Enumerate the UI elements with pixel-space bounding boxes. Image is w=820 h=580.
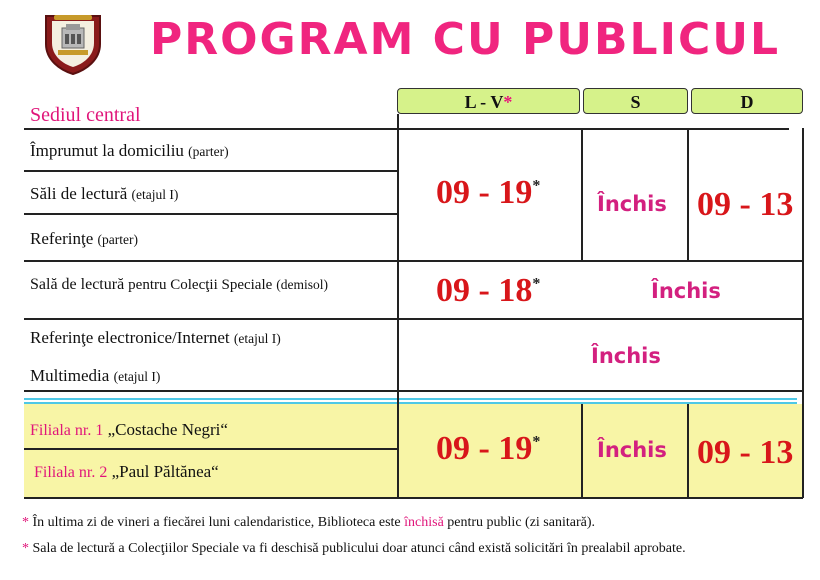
hours-saturday-main: Închis bbox=[597, 192, 667, 216]
header-saturday: S bbox=[583, 88, 688, 114]
divider-cyan bbox=[24, 402, 797, 404]
row-label-text: Referinţe bbox=[30, 229, 94, 248]
row-label-text: Săli de lectură bbox=[30, 184, 128, 203]
table-rule bbox=[24, 213, 398, 215]
hours-weekday-special bbox=[436, 272, 540, 310]
row-label-location: (etajul I) bbox=[233, 331, 281, 346]
header-weekdays-star: * bbox=[503, 92, 513, 112]
hours-value: 09 - 19 bbox=[436, 430, 533, 467]
header-weekdays bbox=[397, 88, 580, 114]
row-label-location: (parter) bbox=[97, 232, 138, 247]
table-rule-vertical bbox=[802, 128, 804, 498]
header-sunday: D bbox=[691, 88, 803, 114]
footnote-text: Sala de lectură a Colecţiilor Speciale va fi deschisă publicului doar atunci când există solicitări în prealabil aprobate. bbox=[32, 541, 686, 556]
footnote-text: pentru public (zi sanitară). bbox=[447, 515, 595, 530]
branch-number: Filiala nr. 1 bbox=[30, 422, 104, 439]
hours-sunday-branches: 09 - 13 bbox=[697, 434, 794, 471]
hours-value: 09 - 19 bbox=[436, 174, 533, 211]
row-label-location: (etajul I) bbox=[131, 187, 179, 202]
table-rule-vertical bbox=[397, 114, 399, 498]
table-rule-vertical bbox=[687, 404, 689, 498]
hours-weekday-main bbox=[436, 174, 540, 212]
hours-all-electronic: Închis bbox=[591, 344, 661, 368]
table-rule bbox=[24, 260, 803, 262]
row-label-multimedia bbox=[30, 366, 160, 386]
footnote-star: * bbox=[22, 515, 29, 530]
footnote-sanitary-day bbox=[22, 515, 595, 531]
table-rule-vertical bbox=[581, 128, 583, 260]
library-crest-icon bbox=[38, 10, 108, 76]
footnote-text: În ultima zi de vineri a fiecărei luni calendaristice, Biblioteca este bbox=[32, 515, 401, 530]
hours-weekday-branches bbox=[436, 430, 540, 468]
hours-saturday-branches: Închis bbox=[597, 438, 667, 462]
branch-name: „Costache Negri“ bbox=[107, 420, 228, 439]
row-label-location: (demisol) bbox=[276, 277, 329, 292]
header-weekdays-label: L - V bbox=[464, 92, 504, 112]
row-label-text: Multimedia bbox=[30, 366, 110, 385]
branch-label-1 bbox=[30, 420, 228, 440]
row-label-text-secondary: pentru Colecţii Speciale bbox=[128, 277, 273, 293]
section-title: Sediul central bbox=[30, 104, 141, 126]
table-rule-vertical bbox=[687, 128, 689, 260]
row-label-text: Împrumut la domiciliu bbox=[30, 141, 184, 160]
footnote-special-collections bbox=[22, 541, 686, 557]
footnote-star: * bbox=[22, 541, 29, 556]
row-label-location: (etajul I) bbox=[113, 369, 161, 384]
branch-name: „Paul Păltănea“ bbox=[111, 462, 219, 481]
table-rule bbox=[24, 128, 789, 130]
row-label-text: Referinţe electronice/Internet bbox=[30, 328, 230, 347]
row-label-colectii-speciale bbox=[30, 276, 328, 294]
branch-label-2 bbox=[34, 462, 219, 482]
hours-sunday-main: 09 - 13 bbox=[697, 186, 794, 223]
divider-cyan bbox=[24, 398, 797, 400]
library-logo bbox=[38, 10, 108, 76]
footnote-star: * bbox=[532, 275, 541, 293]
footnote-star: * bbox=[532, 433, 541, 451]
table-rule bbox=[24, 448, 398, 450]
row-label-referinte-electronice bbox=[30, 328, 281, 348]
page-title: PROGRAM CU PUBLICUL bbox=[150, 14, 781, 65]
table-rule bbox=[24, 170, 398, 172]
row-label-sali-lectura bbox=[30, 184, 178, 204]
table-rule-vertical bbox=[581, 404, 583, 498]
footnote-highlight: închisă bbox=[404, 515, 444, 530]
row-label-text: Sală de lectură bbox=[30, 276, 125, 293]
row-label-referinte bbox=[30, 229, 138, 249]
table-rule bbox=[24, 390, 803, 392]
hours-weekend-special: Închis bbox=[651, 279, 721, 303]
row-label-imprumut bbox=[30, 141, 229, 161]
row-label-location: (parter) bbox=[188, 144, 229, 159]
table-rule bbox=[24, 318, 803, 320]
hours-value: 09 - 18 bbox=[436, 272, 533, 309]
footnote-star: * bbox=[532, 177, 541, 195]
branch-number: Filiala nr. 2 bbox=[34, 464, 108, 481]
